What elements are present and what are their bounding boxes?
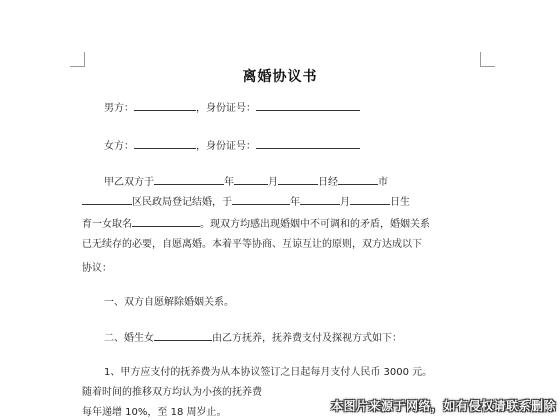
daughter-name-blank (154, 330, 212, 341)
woman-name-blank (134, 138, 196, 149)
paragraph-text: 区民政局登记结婚，于 (132, 197, 232, 208)
paragraph-line-5: 协议： (82, 263, 112, 274)
birth-month-blank (300, 194, 340, 205)
paragraph-text: 月 (340, 197, 350, 208)
man-id-blank (256, 100, 360, 111)
paragraph-text: 甲乙双方于 (104, 177, 154, 188)
woman-id-blank (256, 138, 360, 149)
man-id-label: ，身份证号： (196, 103, 256, 114)
paragraph-text: 日生 (390, 197, 410, 208)
month-blank (278, 174, 318, 185)
child-name-blank (132, 216, 200, 227)
district-blank (82, 194, 132, 205)
woman-id-label: ，身份证号： (196, 141, 256, 152)
document-title: 离婚协议书 (242, 69, 318, 85)
paragraph-text: 育一女取名 (82, 219, 132, 230)
clause-2 (104, 330, 402, 346)
year-blank (234, 174, 268, 185)
paragraph-text: 月 (268, 177, 278, 188)
day-blank (338, 174, 378, 185)
crop-mark-top-right (480, 52, 495, 67)
birth-year-blank (232, 194, 290, 205)
paragraph-line-1 (104, 174, 388, 190)
marriage-start-blank (154, 174, 224, 185)
sub-clause-2: 随着时间的推移双方均认为小孩的抚养费 (82, 387, 262, 398)
clause-1: 一、双方自愿解除婚姻关系。 (104, 297, 234, 308)
crop-mark-top-left (70, 52, 85, 67)
paragraph-text: 。现双方均感出现婚姻中不可调和的矛盾，婚姻关系 (200, 219, 430, 230)
man-name-blank (134, 100, 196, 111)
paragraph-text: 市 (378, 177, 388, 188)
man-line (104, 100, 360, 116)
paragraph-text: 二、婚生女 (104, 333, 154, 344)
paragraph-line-4: 已无续存的必要，自愿离婚。本着平等协商、互谅互让的原则，双方达成以下 (82, 239, 422, 250)
paragraph-text: 由乙方抚养，抚养费支付及探视方式如下： (212, 333, 402, 344)
birth-day-blank (350, 194, 390, 205)
paragraph-text: 年 (290, 197, 300, 208)
paragraph-text: 年 (224, 177, 234, 188)
sub-clause-3: 每年递增 10%，至 18 周岁止。 (82, 407, 227, 418)
watermark-text: 本图片来源于网络，如有侵权请联系删除 (330, 399, 556, 413)
sub-clause-1: 1、甲方应支付的抚养费为从本协议签订之日起每月支付人民币 3000 元。 (104, 367, 433, 378)
paragraph-text: 日经 (318, 177, 338, 188)
woman-label: 女方： (104, 141, 134, 152)
man-label: 男方： (104, 103, 134, 114)
woman-line (104, 138, 360, 154)
paragraph-line-2 (82, 194, 410, 210)
paragraph-line-3 (82, 216, 430, 232)
